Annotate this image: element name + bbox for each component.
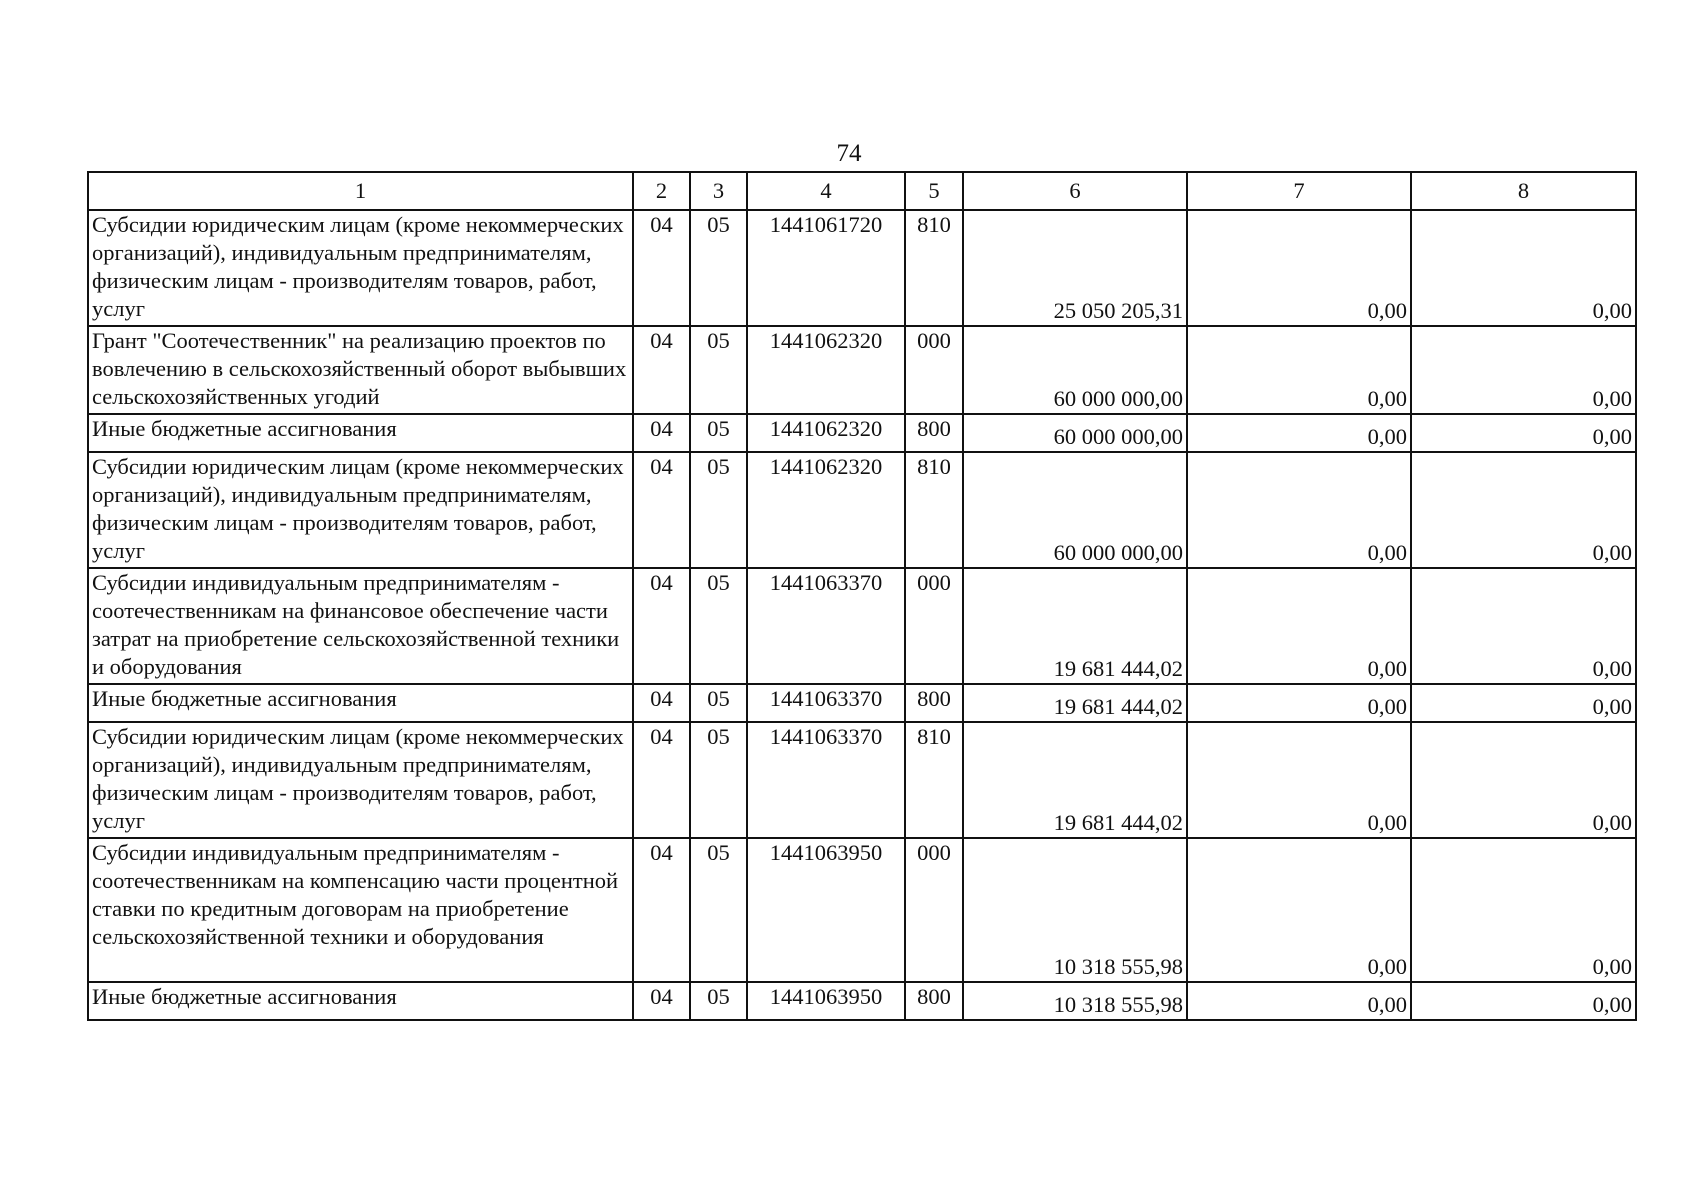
amount-col6: 10 318 555,98 xyxy=(963,838,1187,982)
amount-col8: 0,00 xyxy=(1411,982,1636,1020)
target-article-code: 1441063370 xyxy=(747,568,905,684)
amount-col7: 0,00 xyxy=(1187,326,1411,414)
row-name: Грант "Соотечественник" на реализацию проектов по вовлечению в сельскохозяйственный оборот выбывших сельскохозяйственных угодий xyxy=(88,326,633,414)
expense-type-code: 810 xyxy=(905,210,963,326)
subsection-code: 05 xyxy=(690,684,747,722)
column-header: 5 xyxy=(905,172,963,210)
subsection-code: 05 xyxy=(690,414,747,452)
column-header: 4 xyxy=(747,172,905,210)
section-code: 04 xyxy=(633,568,690,684)
table-row xyxy=(88,414,1636,452)
amount-col6: 19 681 444,02 xyxy=(963,684,1187,722)
section-code: 04 xyxy=(633,684,690,722)
row-name: Субсидии индивидуальным предпринимателям - соотечественникам на финансовое обеспечение части затрат на приобретение сельскохозяйственной техники и оборудования xyxy=(88,568,633,684)
table-row xyxy=(88,326,1636,414)
expense-type-code: 810 xyxy=(905,452,963,568)
budget-table xyxy=(87,171,1637,1021)
amount-col7: 0,00 xyxy=(1187,722,1411,838)
row-name: Субсидии индивидуальным предпринимателям - соотечественникам на компенсацию части процентной ставки по кредитным договорам на приобретение сельскохозяйственной техники и оборудования xyxy=(88,838,633,982)
amount-col8: 0,00 xyxy=(1411,684,1636,722)
section-code: 04 xyxy=(633,982,690,1020)
expense-type-code: 800 xyxy=(905,414,963,452)
amount-col7: 0,00 xyxy=(1187,684,1411,722)
amount-col6: 60 000 000,00 xyxy=(963,326,1187,414)
row-name: Субсидии юридическим лицам (кроме некоммерческих организаций), индивидуальным предпринимателям, физическим лицам - производителям товаров, работ, услуг xyxy=(88,210,633,326)
row-name: Иные бюджетные ассигнования xyxy=(88,982,633,1020)
subsection-code: 05 xyxy=(690,838,747,982)
column-header: 2 xyxy=(633,172,690,210)
amount-col8: 0,00 xyxy=(1411,722,1636,838)
subsection-code: 05 xyxy=(690,452,747,568)
table-row xyxy=(88,210,1636,326)
column-header: 1 xyxy=(88,172,633,210)
expense-type-code: 000 xyxy=(905,568,963,684)
section-code: 04 xyxy=(633,452,690,568)
section-code: 04 xyxy=(633,838,690,982)
amount-col7: 0,00 xyxy=(1187,210,1411,326)
amount-col8: 0,00 xyxy=(1411,326,1636,414)
amount-col8: 0,00 xyxy=(1411,210,1636,326)
section-code: 04 xyxy=(633,414,690,452)
amount-col8: 0,00 xyxy=(1411,414,1636,452)
target-article-code: 1441062320 xyxy=(747,326,905,414)
page-number: 74 xyxy=(836,140,862,167)
section-code: 04 xyxy=(633,210,690,326)
expense-type-code: 800 xyxy=(905,684,963,722)
amount-col6: 25 050 205,31 xyxy=(963,210,1187,326)
amount-col7: 0,00 xyxy=(1187,414,1411,452)
amount-col8: 0,00 xyxy=(1411,838,1636,982)
section-code: 04 xyxy=(633,326,690,414)
target-article-code: 1441062320 xyxy=(747,452,905,568)
expense-type-code: 800 xyxy=(905,982,963,1020)
subsection-code: 05 xyxy=(690,982,747,1020)
subsection-code: 05 xyxy=(690,326,747,414)
target-article-code: 1441062320 xyxy=(747,414,905,452)
table-row xyxy=(88,982,1636,1020)
amount-col6: 19 681 444,02 xyxy=(963,568,1187,684)
row-name: Иные бюджетные ассигнования xyxy=(88,414,633,452)
column-header: 6 xyxy=(963,172,1187,210)
table-row xyxy=(88,722,1636,838)
row-name: Субсидии юридическим лицам (кроме некоммерческих организаций), индивидуальным предпринимателям, физическим лицам - производителям товаров, работ, услуг xyxy=(88,452,633,568)
amount-col8: 0,00 xyxy=(1411,452,1636,568)
subsection-code: 05 xyxy=(690,568,747,684)
section-code: 04 xyxy=(633,722,690,838)
table-row xyxy=(88,838,1636,982)
target-article-code: 1441063950 xyxy=(747,838,905,982)
amount-col8: 0,00 xyxy=(1411,568,1636,684)
target-article-code: 1441063950 xyxy=(747,982,905,1020)
amount-col6: 10 318 555,98 xyxy=(963,982,1187,1020)
amount-col6: 60 000 000,00 xyxy=(963,452,1187,568)
table-row xyxy=(88,684,1636,722)
table-row xyxy=(88,452,1636,568)
row-name: Иные бюджетные ассигнования xyxy=(88,684,633,722)
target-article-code: 1441063370 xyxy=(747,684,905,722)
amount-col6: 60 000 000,00 xyxy=(963,414,1187,452)
amount-col7: 0,00 xyxy=(1187,452,1411,568)
target-article-code: 1441063370 xyxy=(747,722,905,838)
row-name: Субсидии юридическим лицам (кроме некоммерческих организаций), индивидуальным предпринимателям, физическим лицам - производителям товаров, работ, услуг xyxy=(88,722,633,838)
table-row xyxy=(88,568,1636,684)
amount-col7: 0,00 xyxy=(1187,982,1411,1020)
expense-type-code: 000 xyxy=(905,326,963,414)
target-article-code: 1441061720 xyxy=(747,210,905,326)
column-header: 7 xyxy=(1187,172,1411,210)
column-header: 3 xyxy=(690,172,747,210)
amount-col7: 0,00 xyxy=(1187,568,1411,684)
amount-col6: 19 681 444,02 xyxy=(963,722,1187,838)
subsection-code: 05 xyxy=(690,210,747,326)
amount-col7: 0,00 xyxy=(1187,838,1411,982)
expense-type-code: 000 xyxy=(905,838,963,982)
table-header-row xyxy=(88,172,1636,210)
subsection-code: 05 xyxy=(690,722,747,838)
expense-type-code: 810 xyxy=(905,722,963,838)
column-header: 8 xyxy=(1411,172,1636,210)
